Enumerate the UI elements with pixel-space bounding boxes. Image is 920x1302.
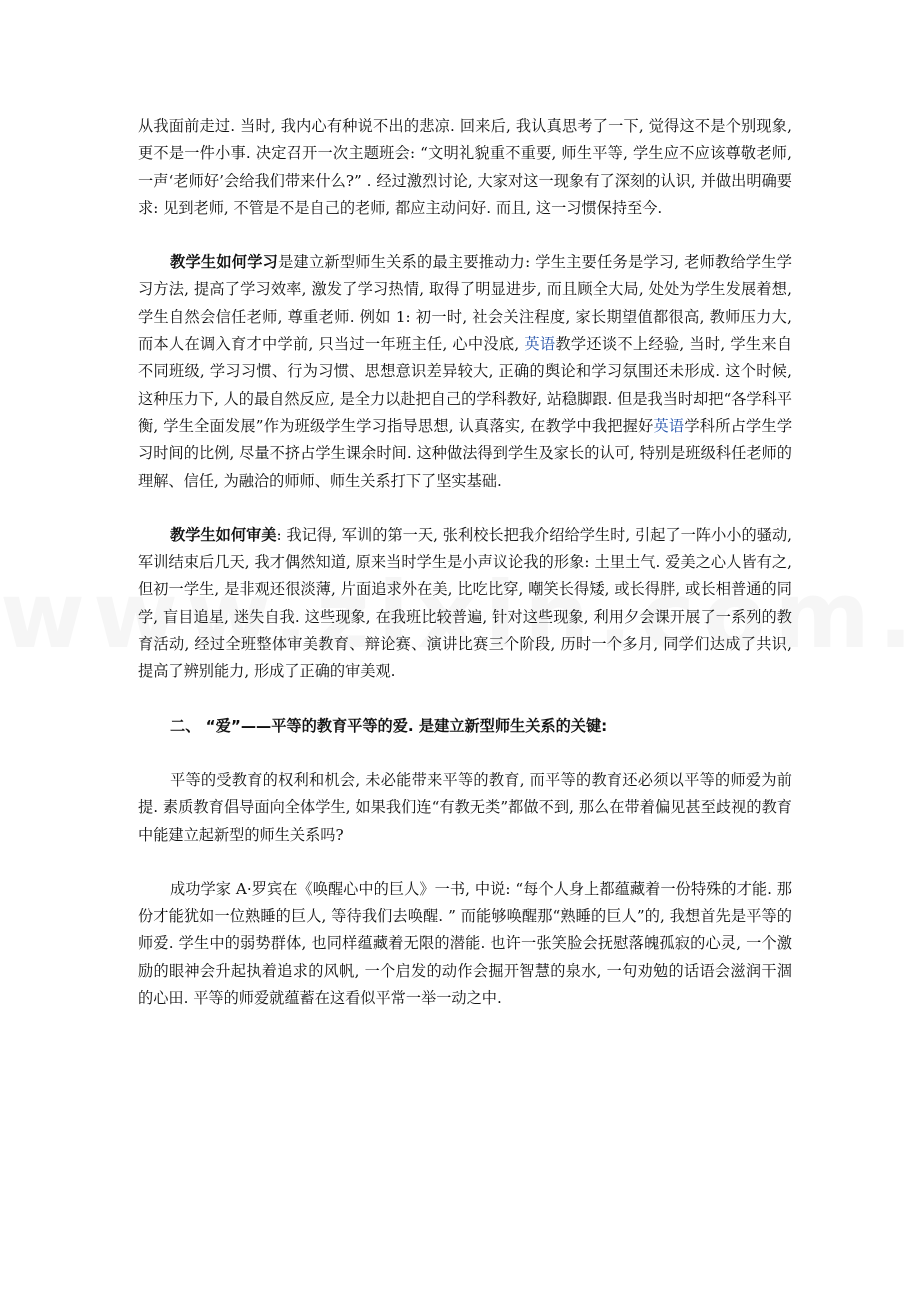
paragraph-teach-learning bbox=[138, 249, 792, 495]
section-heading: 二、 “爱”——平等的教育平等的爱. 是建立新型师生关系的关键: bbox=[170, 716, 608, 735]
paragraph-equal-education: 平等的受教育的权利和机会, 未必能带来平等的教育, 而平等的教育还必须以平等的师爱为前提. 素质教育倡导面向全体学生, 如果我们连“有教无类”都做不到, 那么在带着偏见甚至歧视的教育中能建立起新型的师生关系吗? bbox=[138, 770, 792, 844]
paragraph-text: 教学还谈不上经验, 当时, 学生来自不同班级, 学习习惯、行为习惯、思想意识差异较大, 正确的舆论和学习氛围还未形成. 这个时候, 这种压力下, 人的最自然反应, 是全力以赴把自己的学科教好, 站稳脚跟. 但是我当时却把“各学科平衡, 学生全面发展”作为班级学生学习指导思想, 认真落实, 在教学中我把握好 bbox=[138, 335, 793, 435]
document-page bbox=[138, 113, 792, 1039]
english-link[interactable]: 英语 bbox=[524, 335, 556, 354]
paragraph-1: 从我面前走过. 当时, 我内心有种说不出的悲凉. 回来后, 我认真思考了一下, 觉得这不是个别现象, 更不是一件小事. 决定召开一次主题班会: “文明礼貌重不重要, 师生平等, 学生应不应该尊敬老师, 一声‘老师好’会给我们带来什么?” . 经过激烈讨论, 大家对这一现象有了深刻的认识, 并做出明确要求: 见到老师, 不管是不是自己的老师, 都应主动问好. 而且, 这一习惯保持至今. bbox=[138, 117, 792, 217]
paragraph-text: : 我记得, 军训的第一天, 张利校长把我介绍给学生时, 引起了一阵小小的骚动, 军训结束后几天, 我才偶然知道, 原来当时学生是小声议论我的形象: 土里土气. 爱美之心人皆有之, 但初一学生, 是非观还很淡薄, 片面追求外在美, 比吃比穿, 嘲笑长得矮, 或长得胖, 或长相普通的同学, 盲目追星, 迷失自我. 这些现象, 在我班比较普遍, 针对这些现象, 利用夕会课开展了一系列的教育活动, 经过全班整体审美教育、辩论赛、演讲比赛三个阶段, 历时一个多月, 同学们达成了共识, 提高了辨别能力, 形成了正确的审美观. bbox=[138, 525, 792, 681]
paragraph-text: 学科所占学生学习时间的比例, 尽量不挤占学生课余时间. 这种做法得到学生及家长的认可, 特别是班级科任老师的理解、信任, 为融洽的师师、师生关系打下了坚实基础. bbox=[138, 416, 793, 490]
paragraph-awaken-giant: 成功学家 A·罗宾在《唤醒心中的巨人》一书, 中说: “每个人身上都蕴藏着一份特殊的才能. 那份才能犹如一位熟睡的巨人, 等待我们去唤醒. ” 而能够唤醒那“熟睡的巨人”的, 我想首先是平等的师爱. 学生中的弱势群体, 也同样蕴藏着无限的潜能. 也许一张笑脸会抚慰落魄孤寂的心灵, 一个激励的眼神会升起执着追求的风帆, 一个启发的动作会掘开智慧的泉水, 一句劝勉的话语会滋润干涸的心田. 平等的师爱就蕴蓄在这看似平常一举一动之中. bbox=[138, 879, 792, 1008]
paragraph-teach-aesthetics bbox=[138, 522, 792, 686]
paragraph-lead-aesthetics: 教学生如何审美 bbox=[170, 525, 277, 544]
paragraph-text: 是建立新型师生关系的最主要推动力: 学生主要任务是学习, 老师教给学生学习方法, 提高了学习效率, 激发了学习热情, 取得了明显进步, 而且顾全大局, 处处为学生发展着想, 学生自然会信任老师, 尊重老师. 例如 1: 初一时, 社会关注程度, 家长期望值都很高, 教师压力大, 而本人在调入育才中学前, 只当过一年班主任, 心中没底, bbox=[138, 253, 792, 354]
english-link[interactable]: 英语 bbox=[653, 416, 685, 435]
paragraph-lead-learning: 教学生如何学习 bbox=[170, 253, 279, 272]
